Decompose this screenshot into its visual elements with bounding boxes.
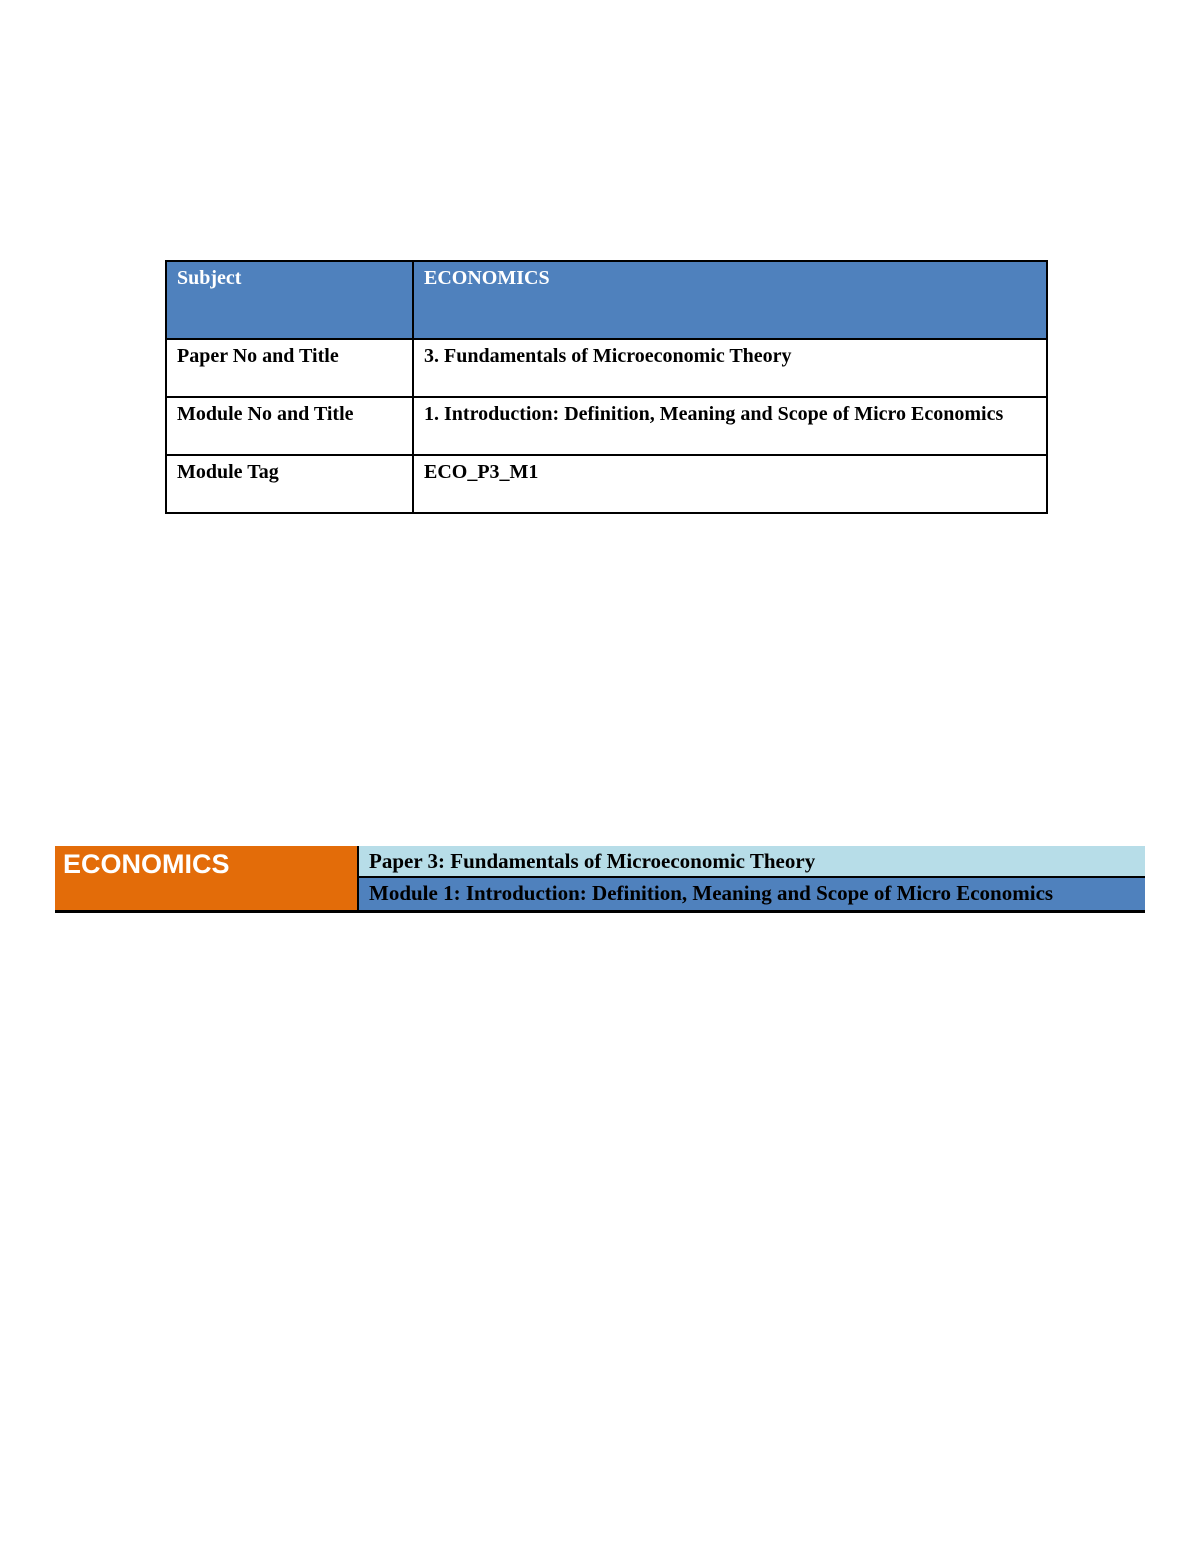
paper-label: Paper No and Title [166,339,413,397]
footer-banner [55,846,1145,913]
table-row-paper [166,339,1047,397]
module-tag-label: Module Tag [166,455,413,513]
table-row-module [166,397,1047,455]
module-tag-value: ECO_P3_M1 [413,455,1047,513]
banner-paper-title: Paper 3: Fundamentals of Microeconomic Theory [359,846,1145,876]
module-info-table [165,260,1048,514]
banner-module-title: Module 1: Introduction: Definition, Meaning and Scope of Micro Economics [359,878,1145,910]
banner-subject: ECONOMICS [55,846,357,910]
module-value: 1. Introduction: Definition, Meaning and Scope of Micro Economics [413,397,1047,455]
subject-label: Subject [166,261,413,339]
paper-value: 3. Fundamentals of Microeconomic Theory [413,339,1047,397]
module-label: Module No and Title [166,397,413,455]
table-row-module-tag [166,455,1047,513]
subject-value: ECONOMICS [413,261,1047,339]
table-row-subject [166,261,1047,339]
